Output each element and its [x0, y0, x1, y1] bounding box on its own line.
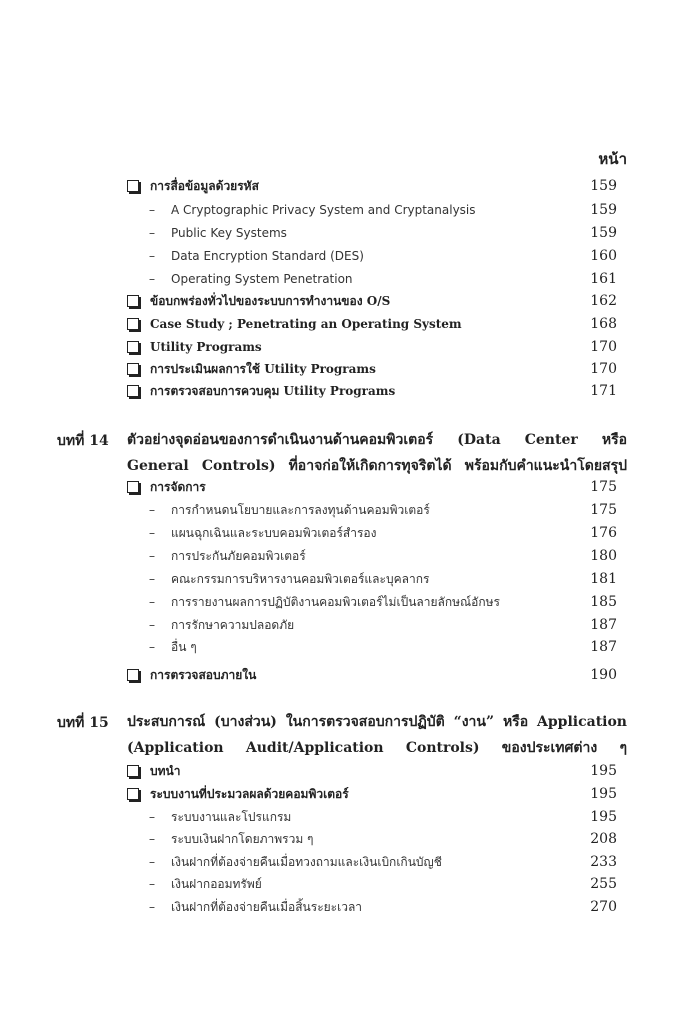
toc-entry-title: Utility Programs — [150, 340, 262, 354]
page-column-header: หน้า — [598, 150, 627, 168]
dash-bullet-icon: – — [149, 900, 155, 914]
toc-entry-title: การรายงานผลการปฏิบัติงานคอมพิวเตอร์ไม่เป็นลายลักษณ์อักษร — [171, 595, 501, 609]
toc-entry-title: เงินฝากที่ต้องจ่ายคืนเมื่อสิ้นระยะเวลา — [171, 900, 363, 914]
toc-entry-page: 159 — [590, 225, 617, 241]
toc-entry — [0, 568, 697, 590]
toc-entry-title: การจัดการ — [150, 480, 206, 494]
toc-entry-title: การตรวจสอบภายใน — [150, 668, 257, 682]
toc-entry-page: 185 — [590, 594, 617, 610]
checkbox-bullet-icon — [127, 180, 139, 192]
toc-entry-page: 162 — [590, 293, 617, 309]
toc-entry-page: 190 — [590, 667, 617, 683]
dash-bullet-icon: – — [149, 877, 155, 891]
toc-entry — [0, 664, 697, 686]
toc-entry-title: เงินฝากออมทรัพย์ — [171, 877, 262, 891]
checkbox-bullet-icon — [127, 788, 139, 800]
checkbox-bullet-icon — [127, 481, 139, 493]
toc-entry-page: 176 — [590, 525, 617, 541]
toc-entry — [0, 313, 697, 335]
chapter-title — [127, 709, 627, 761]
dash-bullet-icon: – — [149, 272, 155, 286]
toc-entry-page: 159 — [590, 202, 617, 218]
dash-bullet-icon: – — [149, 249, 155, 263]
toc-entry — [0, 828, 697, 850]
toc-entry-page: 187 — [590, 639, 617, 655]
dash-bullet-icon: – — [149, 526, 155, 540]
dash-bullet-icon: – — [149, 810, 155, 824]
toc-entry-page: 161 — [590, 271, 617, 287]
toc-entry-page: 195 — [590, 763, 617, 779]
toc-entry-title: การกำหนดนโยบายและการลงทุนด้านคอมพิวเตอร์ — [171, 503, 430, 517]
dash-bullet-icon: – — [149, 855, 155, 869]
checkbox-bullet-icon — [127, 669, 139, 681]
toc-entry — [0, 290, 697, 312]
toc-entry-title: การประเมินผลการใช้ Utility Programs — [150, 362, 376, 376]
toc-entry — [0, 806, 697, 828]
toc-entry-page: 170 — [590, 339, 617, 355]
chapter-title-line: ตัวอย่างจุดอ่อนของการดำเนินงานด้านคอมพิวเตอร์ (Data Center หรือ — [127, 432, 627, 448]
chapter-title-line: General Controls) ที่อาจก่อให้เกิดการทุจริตได้ พร้อมกับคำแนะนำโดยสรุป — [127, 458, 627, 474]
toc-entry — [0, 873, 697, 895]
dash-bullet-icon: – — [149, 640, 155, 654]
toc-entry-title: การประกันภัยคอมพิวเตอร์ — [171, 549, 306, 563]
dash-bullet-icon: – — [149, 203, 155, 217]
toc-entry-page: 171 — [590, 383, 617, 399]
checkbox-bullet-icon — [127, 363, 139, 375]
toc-entry-page: 208 — [590, 831, 617, 847]
toc-entry — [0, 245, 697, 267]
toc-entry — [0, 499, 697, 521]
chapter-title-line: ประสบการณ์ (บางส่วน) ในการตรวจสอบการปฏิบัติ “งาน” หรือ Application — [127, 714, 627, 730]
dash-bullet-icon: – — [149, 595, 155, 609]
chapter-title-line: (Application Audit/Application Controls) ของประเทศต่าง ๆ — [127, 740, 627, 756]
toc-entry-page: 255 — [590, 876, 617, 892]
dash-bullet-icon: – — [149, 549, 155, 563]
checkbox-bullet-icon — [127, 765, 139, 777]
toc-entry-title: Case Study ; Penetrating an Operating System — [150, 317, 462, 331]
toc-entry-page: 187 — [590, 617, 617, 633]
toc-entry-title: ระบบงานที่ประมวลผลด้วยคอมพิวเตอร์ — [150, 787, 349, 801]
toc-entry-title: การตรวจสอบการควบคุม Utility Programs — [150, 384, 396, 398]
toc-entry-page: 195 — [590, 786, 617, 802]
toc-entry — [0, 476, 697, 498]
toc-entry-page: 175 — [590, 502, 617, 518]
toc-entry-page: 170 — [590, 361, 617, 377]
toc-entry-title: แผนฉุกเฉินและระบบคอมพิวเตอร์สำรอง — [171, 526, 377, 540]
chapter-label: บทที่ 15 — [57, 715, 109, 731]
toc-entry-title: Public Key Systems — [171, 226, 287, 240]
toc-entry-title: Operating System Penetration — [171, 272, 353, 286]
toc-entry — [0, 175, 697, 197]
toc-entry-page: 233 — [590, 854, 617, 870]
checkbox-bullet-icon — [127, 385, 139, 397]
toc-entry — [0, 591, 697, 613]
toc-entry-title: Data Encryption Standard (DES) — [171, 249, 364, 263]
toc-entry — [0, 358, 697, 380]
toc-entry-title: บทนำ — [150, 764, 181, 778]
toc-entry — [0, 336, 697, 358]
checkbox-bullet-icon — [127, 318, 139, 330]
toc-entry-title: ข้อบกพร่องทั่วไปของระบบการทำงานของ O/S — [150, 294, 391, 308]
toc-entry — [0, 896, 697, 918]
toc-entry — [0, 760, 697, 782]
toc-entry — [0, 268, 697, 290]
checkbox-bullet-icon — [127, 341, 139, 353]
toc-entry-title: การรักษาความปลอดภัย — [171, 618, 295, 632]
toc-entry-title: เงินฝากที่ต้องจ่ายคืนเมื่อทวงถามและเงินเบิกเกินบัญชี — [171, 855, 442, 869]
toc-entry — [0, 851, 697, 873]
toc-entry — [0, 545, 697, 567]
toc-entry-page: 168 — [590, 316, 617, 332]
toc-entry-page: 270 — [590, 899, 617, 915]
toc-entry — [0, 614, 697, 636]
toc-entry-page: 180 — [590, 548, 617, 564]
chapter-label: บทที่ 14 — [57, 433, 109, 449]
dash-bullet-icon: – — [149, 572, 155, 586]
toc-entry-title: การสื่อข้อมูลด้วยรหัส — [150, 179, 259, 193]
dash-bullet-icon: – — [149, 226, 155, 240]
toc-entry-page: 181 — [590, 571, 617, 587]
checkbox-bullet-icon — [127, 295, 139, 307]
toc-entry-title: A Cryptographic Privacy System and Cryptanalysis — [171, 203, 476, 217]
toc-entry-title: ระบบงานและโปรแกรม — [171, 810, 292, 824]
toc-entry — [0, 522, 697, 544]
toc-entry-page: 175 — [590, 479, 617, 495]
toc-entry — [0, 636, 697, 658]
toc-entry-title: คณะกรรมการบริหารงานคอมพิวเตอร์และบุคลากร — [171, 572, 430, 586]
toc-entry — [0, 783, 697, 805]
toc-entry — [0, 222, 697, 244]
chapter-title — [127, 427, 627, 479]
toc-entry — [0, 380, 697, 402]
toc-entry-title: อื่น ๆ — [171, 640, 197, 654]
toc-entry-page: 159 — [590, 178, 617, 194]
dash-bullet-icon: – — [149, 618, 155, 632]
toc-entry-title: ระบบเงินฝากโดยภาพรวม ๆ — [171, 832, 314, 846]
toc-entry-page: 195 — [590, 809, 617, 825]
toc-entry — [0, 199, 697, 221]
dash-bullet-icon: – — [149, 832, 155, 846]
dash-bullet-icon: – — [149, 503, 155, 517]
toc-entry-page: 160 — [590, 248, 617, 264]
